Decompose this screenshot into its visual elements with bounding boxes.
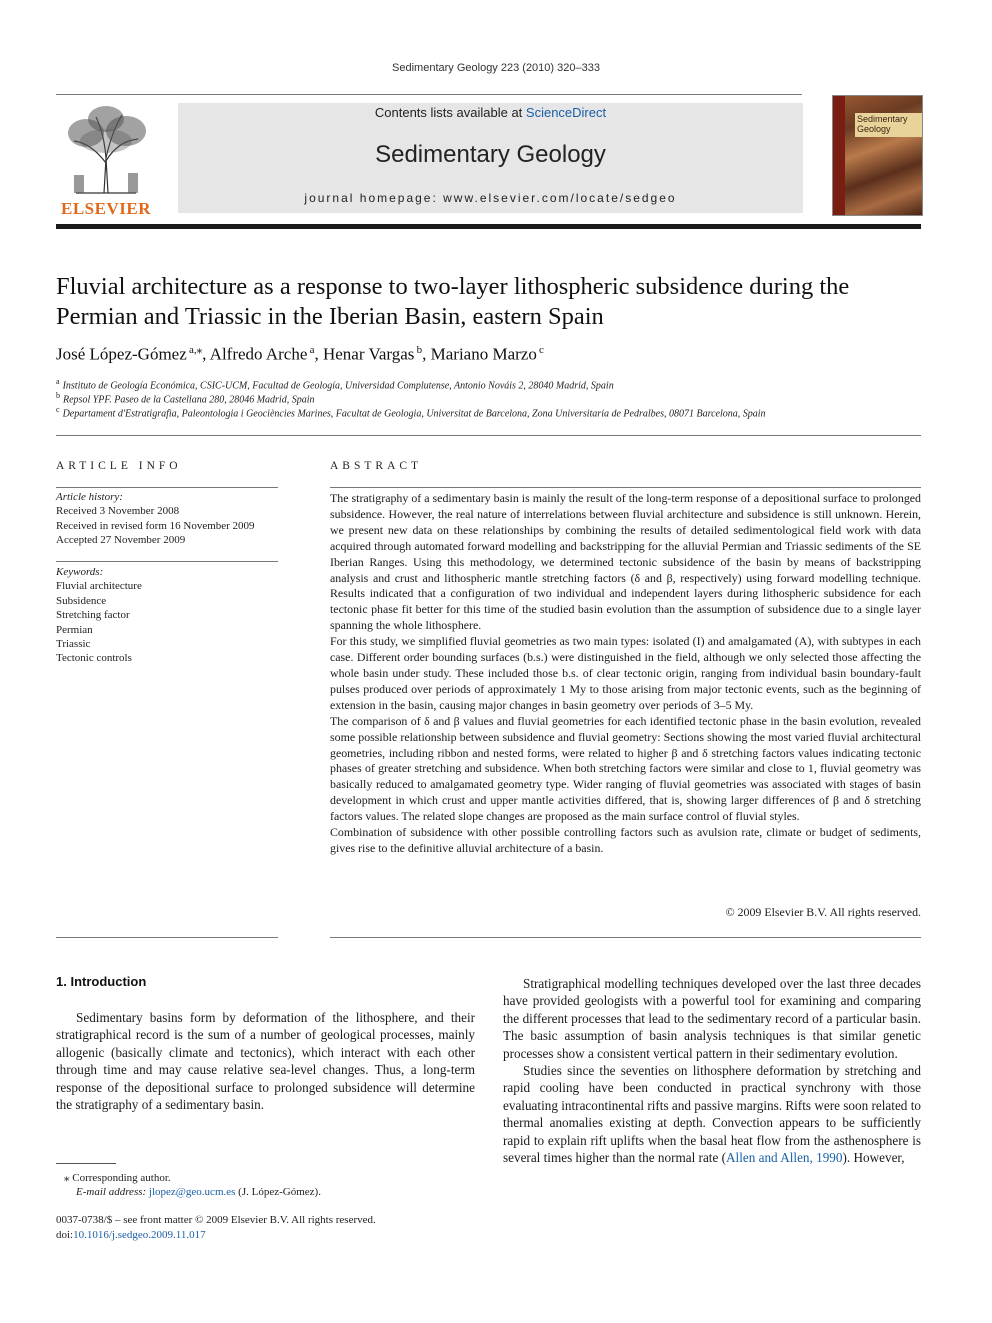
affiliation-rule: [56, 435, 921, 436]
keyword: Fluvial architecture: [56, 580, 142, 593]
article-history: [56, 490, 278, 548]
affiliation-sup: b: [56, 391, 60, 400]
corresponding-author-note: ⁎ Corresponding author.: [64, 1172, 171, 1184]
keywords-label: Keywords:: [56, 566, 104, 578]
abstract-heading: ABSTRACT: [330, 460, 423, 472]
title-line-1: Fluvial architecture as a response to two-layer lithospheric subsidence during the: [56, 273, 850, 300]
abstract-rule-top: [330, 487, 921, 488]
keywords-block: [56, 565, 278, 666]
keyword: Subsidence: [56, 594, 107, 607]
abstract-paragraph: The comparison of δ and β values and fluvial geometries for each identified tectonic phase in the basin evolution, revealed some possible relationship between subsidence and fluvial geometry: Sections showing the most varied fluvial architectural geometries, including ribbon and nested forms, were related to higher β and δ stretching factors values indicating tectonic phases of greater stretching and subsidence. When both stretching factors were similar and close to 1, fluvial geometry was basically reduced to amalgamated geometry type. Wider ranging of fluvial geometries was associated with stages of basin development in which crust and upper mantle activities differed, that is, showing larger differences of β and δ stretching factors values. The related slope changes are proposed as the main surface control of fluvial styles.: [330, 713, 921, 824]
journal-homepage[interactable]: journal homepage: www.elsevier.com/locate/sedgeo: [304, 191, 677, 205]
author-sup[interactable]: c: [539, 344, 544, 356]
affiliation-b: [56, 391, 926, 405]
body-paragraph: [503, 1062, 921, 1166]
elsevier-wordmark: ELSEVIER: [61, 199, 151, 218]
author-sup[interactable]: a,⁎: [188, 344, 203, 356]
keyword: Triassic: [56, 638, 91, 651]
info-rule-top: [56, 487, 278, 488]
affiliation-sup: a: [56, 377, 60, 386]
info-rule-bottom: [56, 937, 278, 938]
author-sep: ,: [314, 344, 323, 364]
header-rule: [56, 224, 921, 229]
elsevier-logo[interactable]: [56, 103, 156, 218]
email-label: E-mail address:: [76, 1186, 149, 1198]
history-label: Article history:: [56, 491, 123, 503]
doi-line: [56, 1229, 206, 1241]
tree-icon: [56, 103, 156, 197]
abstract-body: [330, 491, 921, 857]
author-list: [56, 343, 926, 365]
doi-link[interactable]: 10.1016/j.sedgeo.2009.11.017: [73, 1229, 206, 1241]
footnote-rule: [56, 1163, 116, 1164]
affiliation-text: Instituto de Geología Económica, CSIC-UCM, Facultad de Geología, Universidad Complutense, Antonio Nováis 2, 28040 Madrid, Spain: [62, 380, 614, 392]
affiliation-text: Repsol YPF. Paseo de la Castellana 280, 28046 Madrid, Spain: [63, 394, 315, 406]
body-text: ). However,: [842, 1150, 905, 1166]
author-name[interactable]: Alfredo Arche: [209, 344, 308, 364]
email-after: (J. López-Gómez).: [235, 1186, 321, 1198]
history-accepted: Accepted 27 November 2009: [56, 534, 186, 547]
article-title: [56, 272, 926, 332]
contents-line: [178, 105, 803, 120]
journal-banner: [178, 103, 803, 213]
email-link[interactable]: jlopez@geo.ucm.es: [148, 1186, 236, 1198]
body-text: Studies since the seventies on lithosphere deformation by stretching and rapid cooling have been conducted in practical synchrony with those evaluating intracontinental rifts and passive margins. Rifts were soon related to thermal anomalies existing at depth. Convection appears to be sufficiently rapid to explain rift uplifts when the basal heat flow from the asthenosphere is several times higher than the normal rate (: [503, 1063, 921, 1166]
info-rule-mid: [56, 561, 278, 562]
issn-line: 0037-0738/$ – see front matter © 2009 Elsevier B.V. All rights reserved.: [56, 1214, 376, 1226]
history-received: Received 3 November 2008: [56, 505, 180, 518]
section-heading: 1. Introduction: [56, 974, 147, 989]
keyword: Stretching factor: [56, 609, 130, 622]
abstract-rule-bottom: [330, 937, 921, 938]
affiliation-c: [56, 405, 926, 419]
keyword: Tectonic controls: [56, 652, 132, 665]
abstract-paragraph: For this study, we simplified fluvial geometries as two main types: isolated (I) and amalgamated (A), with subtypes in each case. Different order bounding surfaces (b.s.) were distinguished in the field, although we only selected those affecting the whole basin under study. These included those b.s. of clear tectonic origin, ranging from individual basin boundary-fault pulses produced over periods of approximately 1 My to those arising from major tectonic events, such as the beginning of extension in the basin, causing major changes in basin geometry over periods of 3–5 My.: [330, 634, 921, 712]
cover-stripe: [833, 96, 845, 215]
affiliation-a: [56, 377, 926, 391]
author-sup[interactable]: a: [309, 344, 315, 356]
title-line-2: Permian and Triassic in the Iberian Basin, eastern Spain: [56, 303, 604, 330]
email-note: [76, 1186, 321, 1198]
author-sep: ,: [422, 344, 431, 364]
body-column-left: [56, 1009, 475, 1113]
author-name[interactable]: Mariano Marzo: [430, 344, 537, 364]
author-name[interactable]: José López-Gómez: [56, 344, 187, 364]
affiliation-sup: c: [56, 405, 60, 414]
doi-prefix: doi:: [56, 1229, 74, 1241]
journal-cover[interactable]: [832, 95, 923, 216]
abstract-paragraph: Combination of subsidence with other possible controlling factors such as avulsion rate, climate or budget of sediments, gives rise to the definitive alluvial architecture of a basin.: [330, 825, 921, 855]
author-sup[interactable]: b: [416, 344, 423, 356]
citation-link[interactable]: Allen and Allen, 1990: [726, 1150, 843, 1166]
history-revised: Received in revised form 16 November 2009: [56, 519, 255, 532]
abstract-paragraph: The stratigraphy of a sedimentary basin is mainly the result of the long-term response of a depositional surface to prolonged subsidence. However, the real nature of interrelations between fluvial architecture and subsidence is still unknown. Herein, we present new data on these relationships by combining the results of detailed sedimentological field work with data acquired through automated forward modelling and backstripping for the alluvial Permian and Triassic sediments of the SE Iberian Ranges. Using this methodology, we determined tectonic subsidence of the basin by means of backstripping analysis and crust and lithospheric mantle stretching factors (δ and β, respectively) using forward modelling technique. Results indicated that a configuration of two individual and independent layers during lithospheric subsidence for each tectonic phase fit better for this time of the studied basin evolution than the assumption of subsidence due to a single layer spanning the whole lithosphere.: [330, 491, 921, 633]
body-column-right: [503, 975, 921, 1166]
cover-title: Sedimentary Geology: [855, 113, 923, 137]
running-head: Sedimentary Geology 223 (2010) 320–333: [392, 62, 600, 74]
copyright-line: © 2009 Elsevier B.V. All rights reserved.: [725, 905, 921, 919]
top-rule: [56, 94, 802, 95]
author-name[interactable]: Henar Vargas: [322, 344, 415, 364]
body-paragraph: Sedimentary basins form by deformation of the lithosphere, and their stratigraphical record is the sum of a number of geological processes, mainly allogenic (basically climate and tectonics), which interact with each other through time and may cause relative sea-level changes. Thus, a long-term response of the depositional surface to prolonged subsidence will determine the stratigraphy of a sedimentary basin.: [56, 1010, 475, 1113]
article-info-heading: ARTICLE INFO: [56, 460, 182, 472]
contents-prefix: Contents lists available at: [374, 105, 526, 120]
journal-name: Sedimentary Geology: [375, 141, 606, 168]
sciencedirect-link[interactable]: ScienceDirect: [525, 105, 607, 120]
affiliation-text: Departament d'Estratigrafia, Paleontologia i Geociències Marines, Facultat de Geologia, Universitat de Barcelona, Zona Universitaria de Pedralbes, 08071 Barcelona, Spain: [62, 408, 766, 420]
author-sep: ,: [202, 344, 210, 364]
keyword: Permian: [56, 623, 93, 636]
body-paragraph: Stratigraphical modelling techniques developed over the last three decades have provided geologists with a powerful tool for examining and comparing the different processes that lead to the sedimentary record of a particular basin. The basic assumption of basin analysis techniques is that similar genetic processes show a consistent vertical pattern in their sedimentary evolution.: [503, 976, 921, 1061]
